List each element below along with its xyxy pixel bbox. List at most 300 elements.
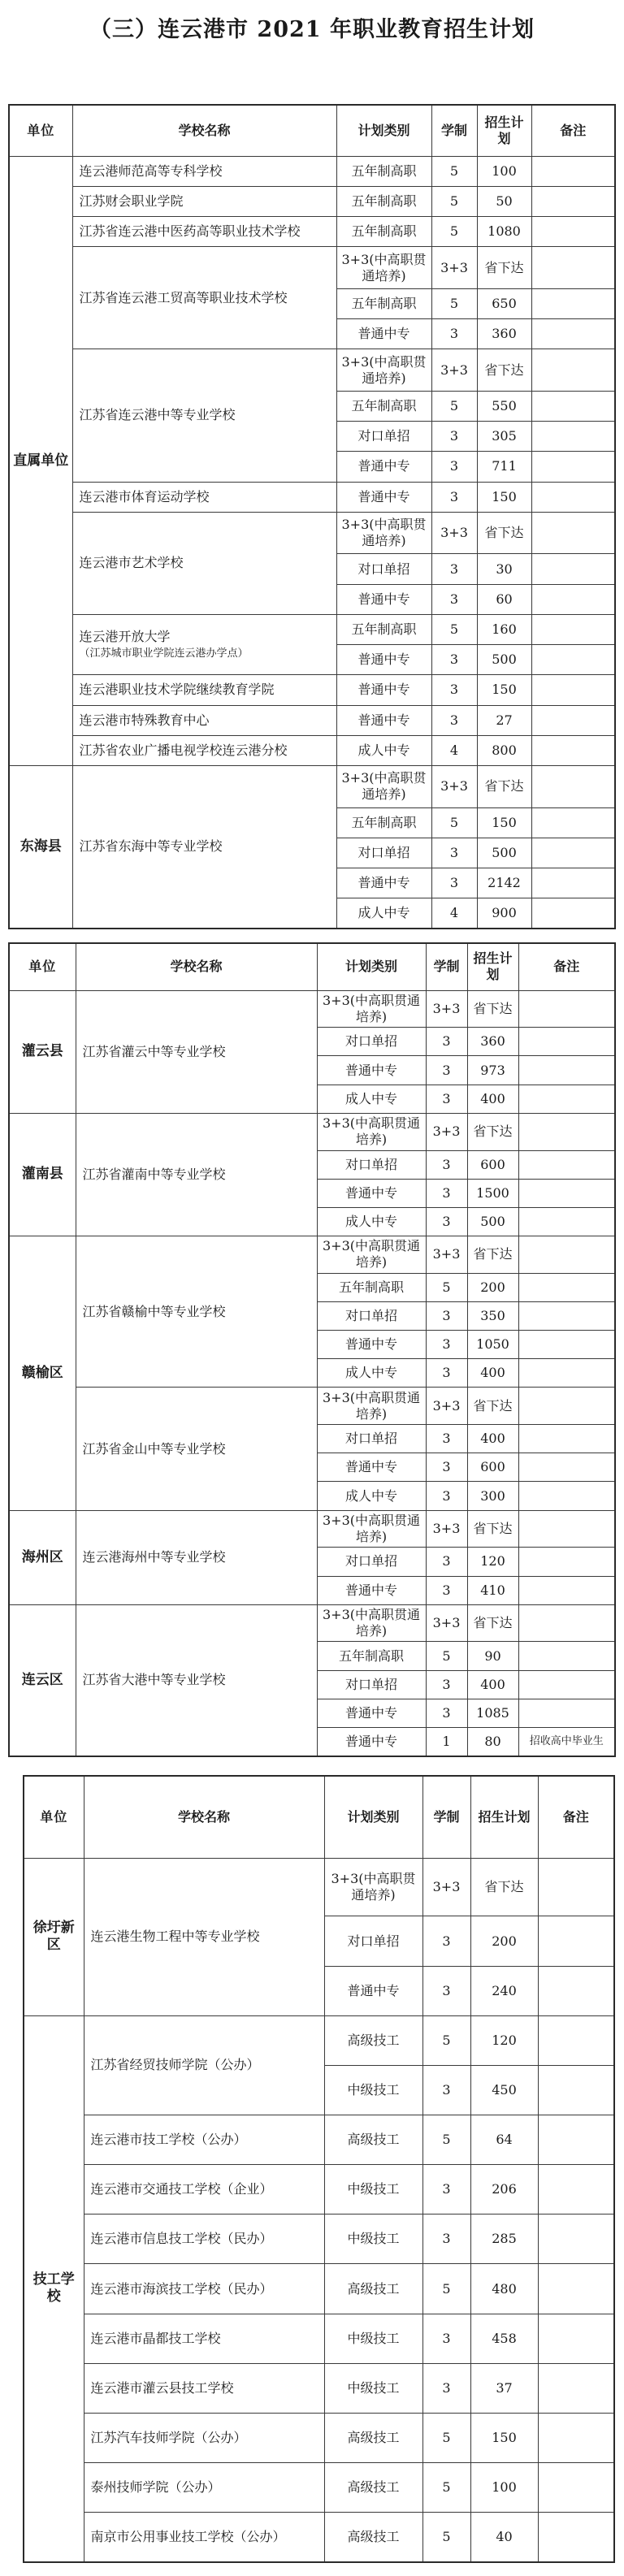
note [531,584,615,614]
note [538,2264,614,2314]
years: 3 [426,1301,467,1330]
plan-type: 五年制高职 [336,216,431,246]
plan-type: 对口单招 [317,1548,426,1576]
years: 3 [431,422,477,452]
years: 3+3 [426,1510,467,1548]
plan-type: 3+3(中高职贯通培养) [324,1858,422,1916]
quota: 360 [477,319,531,349]
quota: 2142 [477,868,531,898]
header-row [9,105,615,156]
table-row [9,990,615,1028]
school-name-text: 连云港市晶都技工学校 [90,2330,221,2346]
note [538,2314,614,2363]
table-row [24,2165,614,2214]
school-name-text: 江苏省经贸技师学院（公办） [90,2057,260,2073]
school-name [84,2165,324,2214]
header-school: 学校名称 [76,943,317,990]
table-row [9,1604,615,1642]
years: 3 [426,1453,467,1482]
plan-type: 中级技工 [324,2363,422,2413]
plan-type: 对口单招 [336,422,431,452]
quota: 省下达 [477,512,531,554]
school-name-text: 连云港开放大学 [79,628,171,644]
header-plan-type: 计划类别 [336,105,431,156]
plan-type: 中级技工 [324,2065,422,2115]
plan-type: 五年制高职 [336,186,431,216]
plan-table-1 [8,104,616,929]
unit-cell: 徐圩新区 [24,1858,84,2015]
school-name-text: 江苏省连云港中等专业学校 [79,407,236,423]
quota: 650 [477,288,531,318]
table-row [9,1236,615,1274]
table-row [24,2363,614,2413]
note [518,1388,615,1425]
plan-type: 对口单招 [336,838,431,868]
table-row [9,1510,615,1548]
note [531,898,615,929]
plan-type: 五年制高职 [336,614,431,644]
page-title: （三）连云港市 2021 年职业教育招生计划 [89,17,535,42]
note [538,1916,614,1966]
school-name-text: 连云港市体育运动学校 [79,488,210,504]
header-unit: 单位 [9,943,76,990]
years: 3 [422,1966,470,2015]
quota: 500 [477,645,531,675]
table-row [9,1388,615,1425]
years: 3 [426,1670,467,1699]
plan-type: 3+3(中高职贯通培养) [336,512,431,554]
years: 3 [431,705,477,735]
years: 5 [431,614,477,644]
school-name-text: 连云港市海滨技工学校（民办） [90,2280,273,2297]
unit-cell: 连云区 [9,1604,76,1756]
header-note: 备注 [518,943,615,990]
note [531,452,615,482]
note [518,1113,615,1150]
years: 3 [426,1482,467,1510]
note [518,1548,615,1576]
table-row [24,2413,614,2462]
quota: 285 [470,2214,538,2264]
plan-type: 3+3(中高职贯通培养) [336,349,431,392]
table-row [24,2115,614,2165]
table-row [9,349,615,392]
years: 3+3 [431,765,477,807]
plan-type: 普通中专 [336,482,431,512]
quota: 900 [477,898,531,929]
years: 5 [422,2463,470,2513]
school-name [72,349,336,482]
years: 3+3 [426,990,467,1028]
years: 3 [422,2165,470,2214]
years: 3 [426,1331,467,1359]
note [531,422,615,452]
years: 3+3 [431,349,477,392]
school-name [76,1113,317,1236]
note [518,1359,615,1388]
plan-type: 普通中专 [336,675,431,705]
quota: 360 [467,1028,518,1056]
note [531,838,615,868]
school-name [72,735,336,765]
note [518,1699,615,1727]
years: 3 [431,868,477,898]
quota: 100 [477,156,531,186]
note [531,319,615,349]
years: 5 [431,186,477,216]
plan-type: 中级技工 [324,2214,422,2264]
table-row [9,216,615,246]
years: 3 [431,554,477,584]
note [538,1858,614,1916]
quota: 省下达 [467,1236,518,1274]
quota: 160 [477,614,531,644]
unit-cell: 灌南县 [9,1113,76,1236]
note [538,2513,614,2562]
header-row [24,1776,614,1858]
plan-type: 中级技工 [324,2165,422,2214]
note [531,288,615,318]
school-name-text: 连云港海州中等专业学校 [82,1549,226,1565]
years: 5 [422,2513,470,2562]
table-row [24,2314,614,2363]
quota: 150 [470,2413,538,2462]
school-name-text: 江苏汽车技师学院（公办） [90,2429,247,2445]
years: 3 [426,1425,467,1453]
quota: 省下达 [467,990,518,1028]
quota: 480 [470,2264,538,2314]
quota: 27 [477,705,531,735]
school-name [72,156,336,186]
plan-type: 3+3(中高职贯通培养) [317,1236,426,1274]
note [531,349,615,392]
quota: 省下达 [477,765,531,807]
years: 3 [426,1207,467,1236]
quota: 240 [470,1966,538,2015]
quota: 省下达 [477,349,531,392]
note [518,1604,615,1642]
note [531,765,615,807]
plan-type: 高级技工 [324,2463,422,2513]
unit-cell: 赣榆区 [9,1236,76,1511]
plan-type: 普通中专 [324,1966,422,2015]
years: 3+3 [426,1113,467,1150]
quota: 500 [477,838,531,868]
note [518,1085,615,1113]
school-name-text: 江苏省连云港中医药高等职业技术学校 [79,223,301,240]
quota: 1080 [477,216,531,246]
table-row [24,1858,614,1916]
header-plan-type: 计划类别 [324,1776,422,1858]
school-name [84,2115,324,2165]
school-name-text: 江苏省灌南中等专业学校 [82,1166,226,1182]
plan-type: 成人中专 [336,735,431,765]
school-name [84,2363,324,2413]
school-name [84,2314,324,2363]
years: 3 [422,1916,470,1966]
quota: 120 [467,1548,518,1576]
header-quota: 招生计划 [477,105,531,156]
note [538,1966,614,2015]
quota: 40 [470,2513,538,2562]
note [531,868,615,898]
plan-type: 五年制高职 [336,288,431,318]
quota: 800 [477,735,531,765]
note [531,391,615,421]
note [518,1510,615,1548]
years: 5 [431,391,477,421]
header-school: 学校名称 [84,1776,324,1858]
note [531,705,615,735]
plan-type: 3+3(中高职贯通培养) [336,247,431,289]
school-name-text: 连云港职业技术学院继续教育学院 [79,682,275,698]
years: 3 [426,1179,467,1207]
plan-type: 普通中专 [317,1576,426,1604]
years: 3 [431,452,477,482]
quota: 100 [470,2463,538,2513]
note [538,2115,614,2165]
school-name [72,247,336,349]
table-row [9,675,615,705]
school-name-text: 南京市公用事业技工学校（公办） [90,2529,286,2545]
plan-type: 普通中专 [336,452,431,482]
years: 3 [431,319,477,349]
years: 5 [431,288,477,318]
table-row [9,156,615,186]
plan-type: 五年制高职 [317,1642,426,1670]
header-quota: 招生计划 [470,1776,538,1858]
school-name-text: 泰州技师学院（公办） [90,2479,221,2496]
quota: 400 [467,1085,518,1113]
school-name-text: 连云港市特殊教育中心 [79,712,210,728]
school-name [76,1510,317,1604]
unit-cell: 直属单位 [9,156,72,765]
years: 3+3 [431,247,477,289]
note [538,2413,614,2462]
note [538,2165,614,2214]
note [538,2463,614,2513]
plan-type: 对口单招 [317,1150,426,1179]
years: 3+3 [426,1236,467,1274]
quota: 350 [467,1301,518,1330]
school-name [84,1858,324,2015]
school-name [72,765,336,929]
school-name-text: 江苏财会职业学院 [79,193,184,209]
plan-type: 3+3(中高职贯通培养) [336,765,431,807]
years: 3+3 [422,1858,470,1916]
years: 3+3 [426,1604,467,1642]
school-name-text: 连云港市交通技工学校（企业） [90,2181,273,2197]
school-name [84,2264,324,2314]
quota: 150 [477,675,531,705]
header-years: 学制 [422,1776,470,1858]
header-years: 学制 [431,105,477,156]
school-name-text: 江苏省连云港工贸高等职业技术学校 [79,289,288,305]
note: 招收高中毕业生 [518,1727,615,1756]
unit-cell: 东海县 [9,765,72,929]
plan-type: 3+3(中高职贯通培养) [317,1604,426,1642]
note [518,1028,615,1056]
plan-type: 五年制高职 [336,807,431,838]
table-row [9,735,615,765]
plan-type: 普通中专 [317,1453,426,1482]
table-row [24,2513,614,2562]
plan-type: 五年制高职 [317,1273,426,1301]
note [518,1425,615,1453]
school-name-text: 连云港市技工学校（公办） [90,2132,247,2148]
years: 3+3 [426,1388,467,1425]
note [531,247,615,289]
note [518,1236,615,1274]
quota: 400 [467,1359,518,1388]
note [531,807,615,838]
quota: 省下达 [470,1858,538,1916]
years: 1 [426,1727,467,1756]
note [531,675,615,705]
note [518,1056,615,1085]
quota: 400 [467,1425,518,1453]
school-name [84,2513,324,2562]
header-quota: 招生计划 [467,943,518,990]
school-name [84,2413,324,2462]
note [518,1331,615,1359]
school-name-text: 连云港市艺术学校 [79,555,184,571]
school-name-text: 连云港生物工程中等专业学校 [90,1929,260,1945]
note [531,216,615,246]
years: 3 [431,584,477,614]
school-name [72,675,336,705]
years: 3 [422,2363,470,2413]
plan-type: 对口单招 [317,1301,426,1330]
plan-type: 对口单招 [317,1670,426,1699]
years: 3 [426,1548,467,1576]
quota: 150 [477,807,531,838]
plan-type: 对口单招 [317,1028,426,1056]
quota: 410 [467,1576,518,1604]
quota: 973 [467,1056,518,1085]
school-name [76,990,317,1113]
quota: 500 [467,1207,518,1236]
school-name [76,1388,317,1510]
years: 5 [426,1642,467,1670]
years: 5 [422,2015,470,2065]
quota: 60 [477,584,531,614]
quota: 150 [477,482,531,512]
plan-type: 普通中专 [317,1727,426,1756]
quota: 1500 [467,1179,518,1207]
note [518,1301,615,1330]
quota: 200 [470,1916,538,1966]
plan-type: 高级技工 [324,2264,422,2314]
note [531,512,615,554]
note [531,735,615,765]
school-name-text: 江苏省赣榆中等专业学校 [82,1303,226,1319]
years: 5 [422,2413,470,2462]
plan-type: 普通中专 [336,319,431,349]
header-note: 备注 [531,105,615,156]
plan-type: 3+3(中高职贯通培养) [317,990,426,1028]
school-name-text: 江苏省大港中等专业学校 [82,1672,226,1688]
note [538,2065,614,2115]
school-name [72,482,336,512]
years: 3 [426,1056,467,1085]
plan-type: 3+3(中高职贯通培养) [317,1113,426,1150]
header-plan-type: 计划类别 [317,943,426,990]
table-row [9,1113,615,1150]
quota: 711 [477,452,531,482]
header-school: 学校名称 [72,105,336,156]
years: 3 [431,482,477,512]
plan-type: 五年制高职 [336,391,431,421]
table-row [9,614,615,644]
header-years: 学制 [426,943,467,990]
years: 4 [431,898,477,929]
plan-type: 3+3(中高职贯通培养) [317,1510,426,1548]
years: 4 [431,735,477,765]
plan-type: 普通中专 [317,1331,426,1359]
school-name [72,512,336,614]
header-row [9,943,615,990]
quota: 600 [467,1453,518,1482]
quota: 37 [470,2363,538,2413]
school-name [72,216,336,246]
note [518,1453,615,1482]
years: 3 [422,2065,470,2115]
note [531,614,615,644]
quota: 450 [470,2065,538,2115]
note [518,1642,615,1670]
plan-type: 3+3(中高职贯通培养) [317,1388,426,1425]
school-name-text: 连云港师范高等专科学校 [79,162,223,179]
quota: 省下达 [467,1113,518,1150]
school-name [76,1604,317,1756]
unit-cell: 灌云县 [9,990,76,1113]
plan-type: 成人中专 [317,1359,426,1388]
quota: 省下达 [467,1604,518,1642]
years: 5 [431,156,477,186]
years: 5 [422,2264,470,2314]
table-row [24,2264,614,2314]
years: 3 [431,645,477,675]
quota: 80 [467,1727,518,1756]
unit-cell: 技工学校 [24,2015,84,2562]
plan-type: 中级技工 [324,2314,422,2363]
years: 3 [422,2214,470,2264]
quota: 省下达 [467,1388,518,1425]
school-subtitle: （江苏城市职业学院连云港办学点） [79,647,249,660]
school-name [84,2463,324,2513]
plan-type: 普通中专 [317,1056,426,1085]
years: 3 [422,2314,470,2363]
years: 5 [422,2115,470,2165]
years: 3 [426,1028,467,1056]
unit-cell: 海州区 [9,1510,76,1604]
plan-type: 对口单招 [317,1425,426,1453]
plan-type: 高级技工 [324,2115,422,2165]
school-name-text: 江苏省东海中等专业学校 [79,838,223,855]
quota: 305 [477,422,531,452]
school-name-text: 连云港市信息技工学校（民办） [90,2231,273,2247]
plan-type: 成人中专 [317,1482,426,1510]
quota: 省下达 [477,247,531,289]
table-row [9,765,615,807]
table-row [24,2214,614,2264]
header-unit: 单位 [24,1776,84,1858]
school-name [72,614,336,674]
quota: 90 [467,1642,518,1670]
school-name [76,1236,317,1388]
school-name [84,2214,324,2264]
